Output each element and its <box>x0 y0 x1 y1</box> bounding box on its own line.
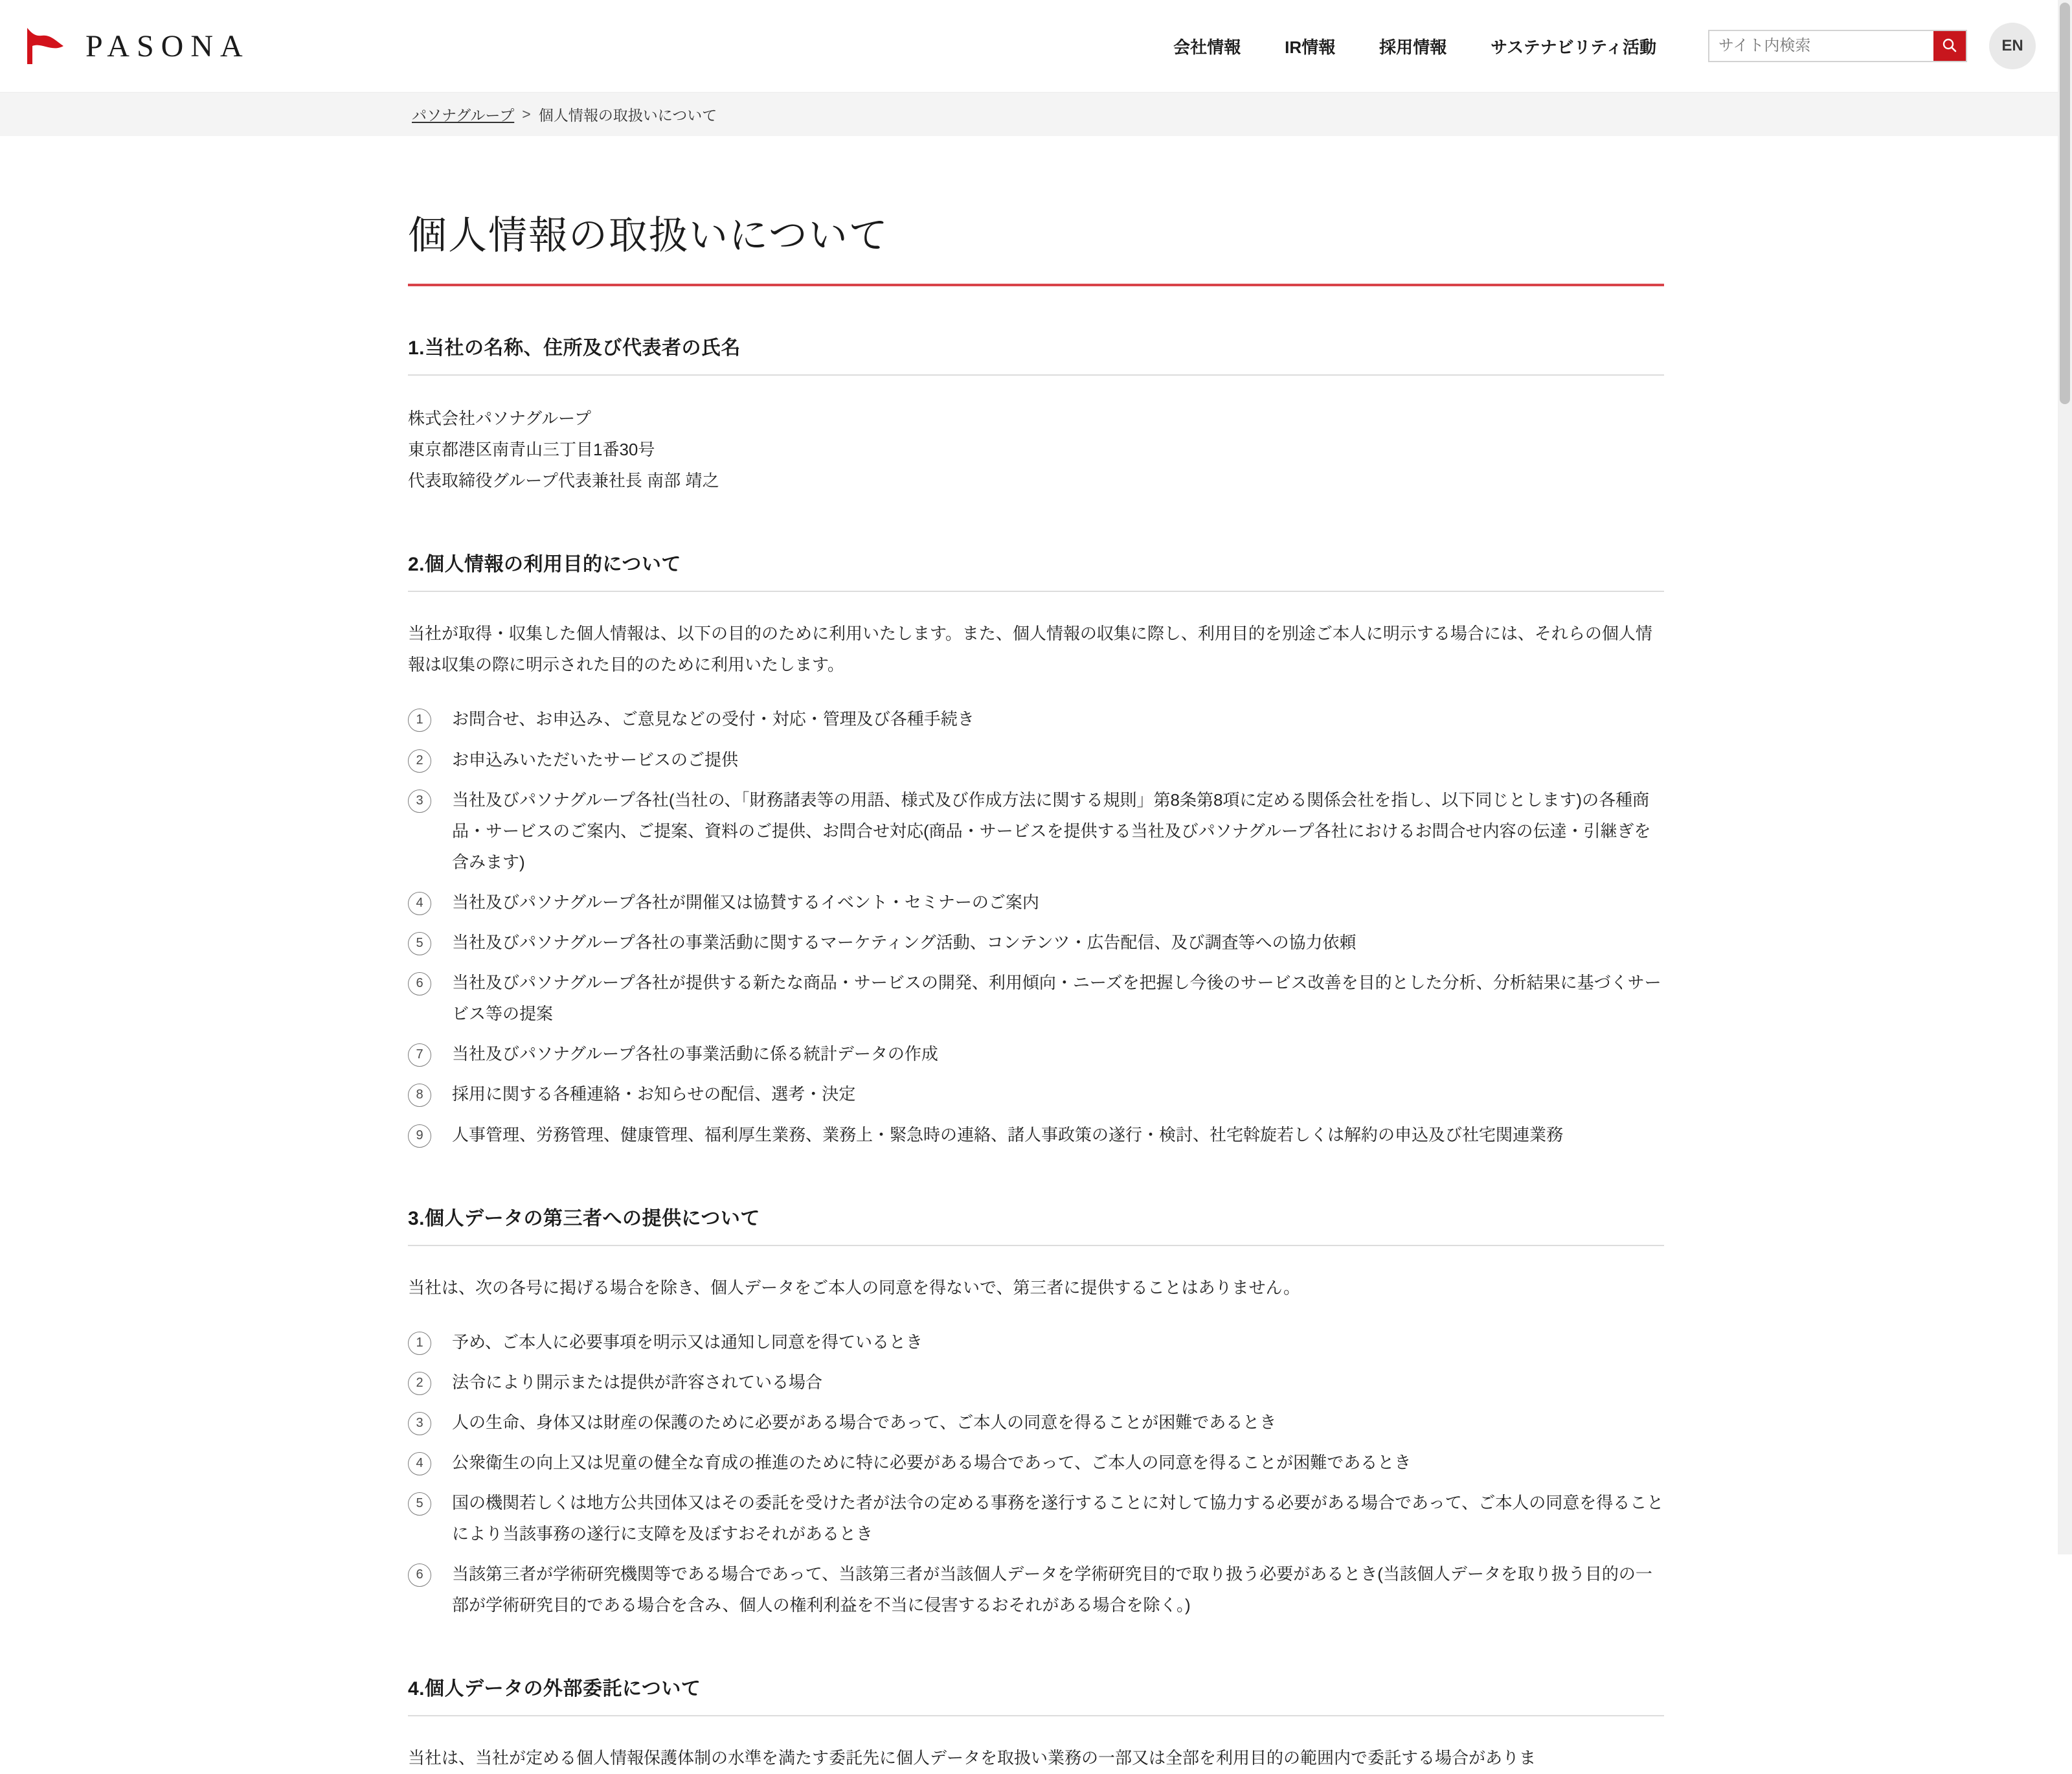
scrollbar-thumb[interactable] <box>2060 3 2070 404</box>
list-item: お申込みいただいたサービスのご提供 <box>408 744 1664 775</box>
list-item: 当社及びパソナグループ各社が開催又は協賛するイベント・セミナーのご案内 <box>408 887 1664 918</box>
logo-text: PASONA <box>85 28 250 64</box>
nav-item-ir[interactable]: IR情報 <box>1263 34 1357 58</box>
section-company-info <box>408 332 1664 496</box>
list-item: 予め、ご本人に必要事項を明示又は通知し同意を得ているとき <box>408 1326 1664 1358</box>
breadcrumb-current: 個人情報の取扱いについて <box>539 104 717 125</box>
third-party-list <box>408 1326 1664 1621</box>
pasona-flag-logo-icon <box>26 27 69 65</box>
breadcrumb <box>0 92 2072 136</box>
company-address: 東京都港区南青山三丁目1番30号 <box>408 434 1664 465</box>
page-scrollbar[interactable] <box>2058 0 2072 1554</box>
search-button[interactable] <box>1933 31 1966 61</box>
nav-item-recruit[interactable]: 採用情報 <box>1357 34 1469 58</box>
list-item: 公衆衛生の向上又は児童の健全な育成の推進のために特に必要がある場合であって、ご本人の同意を得ることが困難であるとき <box>408 1447 1664 1478</box>
section-paragraph: 当社が取得・収集した個人情報は、以下の目的のために利用いたします。また、個人情報の収集に際し、利用目的を別途ご本人に明示する場合には、それらの個人情報は収集の際に明示された目的のために利用いたします。 <box>408 618 1664 680</box>
section-paragraph: 当社は、次の各号に掲げる場合を除き、個人データをご本人の同意を得ないで、第三者に提供することはありません。 <box>408 1272 1664 1303</box>
list-item: 当社及びパソナグループ各社の事業活動に係る統計データの作成 <box>408 1038 1664 1069</box>
title-underline <box>408 284 1664 286</box>
breadcrumb-separator: > <box>522 106 530 123</box>
list-item: 当社及びパソナグループ各社の事業活動に関するマーケティング活動、コンテンツ・広告配信、及び調査等への協力依頼 <box>408 927 1664 958</box>
section-third-party-provision <box>408 1202 1664 1621</box>
list-item: 国の機関若しくは地方公共団体又はその委託を受けた者が法令の定める事務を遂行することに対して協力する必要がある場合であって、ご本人の同意を得ることにより当該事務の遂行に支障を及ぼすおそれがあるとき <box>408 1487 1664 1549</box>
section-heading: 3.個人データの第三者への提供について <box>408 1202 1664 1246</box>
page-title: 個人情報の取扱いについて <box>408 205 1664 260</box>
section-heading: 1.当社の名称、住所及び代表者の氏名 <box>408 332 1664 376</box>
list-item: 人事管理、労務管理、健康管理、福利厚生業務、業務上・緊急時の連絡、諸人事政策の遂行・検討、社宅斡旋若しくは解約の申込及び社宅関連業務 <box>408 1119 1664 1150</box>
language-toggle-button[interactable]: EN <box>1989 23 2036 69</box>
section-heading: 4.個人データの外部委託について <box>408 1672 1664 1716</box>
site-logo[interactable] <box>26 27 250 65</box>
list-item: 法令により開示または提供が許容されている場合 <box>408 1367 1664 1398</box>
nav-item-sustainability[interactable]: サステナビリティ活動 <box>1469 34 1678 58</box>
list-item: 採用に関する各種連絡・お知らせの配信、選考・決定 <box>408 1078 1664 1109</box>
search-input[interactable] <box>1709 31 1933 61</box>
nav-item-company[interactable]: 会社情報 <box>1151 34 1263 58</box>
main-content <box>0 136 2072 1774</box>
breadcrumb-home-link[interactable]: パソナグループ <box>412 104 514 125</box>
site-header <box>0 0 2072 92</box>
list-item: お問合せ、お申込み、ご意見などの受付・対応・管理及び各種手続き <box>408 703 1664 734</box>
site-search[interactable] <box>1708 30 1967 62</box>
company-name: 株式会社パソナグループ <box>408 403 1664 434</box>
list-item: 人の生命、身体又は財産の保護のために必要がある場合であって、ご本人の同意を得ることが困難であるとき <box>408 1407 1664 1438</box>
purpose-list <box>408 703 1664 1150</box>
section-paragraph: 当社は、当社が定める個人情報保護体制の水準を満たす委託先に個人データを取扱い業務の一部又は全部を利用目的の範囲内で委託する場合がありま <box>408 1742 1664 1773</box>
search-icon <box>1941 37 1958 56</box>
company-representative: 代表取締役グループ代表兼社長 南部 靖之 <box>408 465 1664 496</box>
company-address-block <box>408 403 1664 496</box>
main-navigation <box>1151 23 2036 69</box>
list-item: 当該第三者が学術研究機関等である場合であって、当該第三者が当該個人データを学術研究目的で取り扱う必要があるとき(当該個人データを取り扱う目的の一部が学術研究目的である場合を含み、個人の権利利益を不当に侵害するおそれがある場合を除く。) <box>408 1558 1664 1620</box>
list-item: 当社及びパソナグループ各社が提供する新たな商品・サービスの開発、利用傾向・ニーズを把握し今後のサービス改善を目的とした分析、分析結果に基づくサービス等の提案 <box>408 967 1664 1029</box>
section-purpose-of-use <box>408 548 1664 1150</box>
section-external-outsourcing <box>408 1672 1664 1773</box>
section-heading: 2.個人情報の利用目的について <box>408 548 1664 592</box>
list-item: 当社及びパソナグループ各社(当社の、「財務諸表等の用語、様式及び作成方法に関する規則」第8条第8項に定める関係会社を指し、以下同じとします)の各種商品・サービスのご案内、ご提案、資料のご提供、お問合せ対応(商品・サービスを提供する当社及びパソナグループ各社におけるお問合せ内容の伝達・引継ぎを含みます) <box>408 784 1664 878</box>
